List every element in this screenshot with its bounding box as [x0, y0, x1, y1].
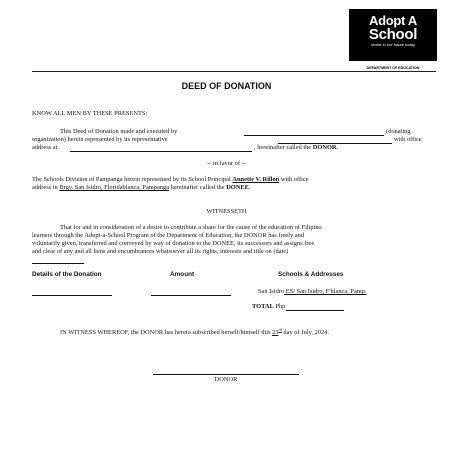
- p1-text-c: organization) herein represented by its representative: [32, 136, 168, 143]
- in-favor-of: -- in favor of --: [207, 160, 246, 167]
- school-address: Brgy. San Isidro, Floridablanca, Pampanga: [59, 184, 170, 191]
- p1-text-d: with office: [394, 136, 422, 143]
- logo-department: DEPARTMENT OF EDUCATION: [366, 66, 420, 70]
- office-address-blank[interactable]: [70, 151, 252, 152]
- p1-text-b: (donating: [386, 128, 411, 135]
- p1-text-f: , hereinafter called the DONOR.: [254, 144, 339, 151]
- donor-signature-line[interactable]: [153, 374, 299, 375]
- total-line: TOTAL Php: [252, 303, 286, 310]
- header-schools: Schools & Addresses: [278, 271, 344, 278]
- details-blank[interactable]: [32, 295, 112, 296]
- document-title: DEED OF DONATION: [181, 81, 272, 91]
- amount-blank[interactable]: [151, 295, 231, 296]
- principal-name: Annette V. Rillon: [232, 176, 280, 183]
- p1-text-a: This Deed of Donation made and executed by: [60, 128, 178, 135]
- p1-text-e: address at: [32, 144, 58, 151]
- witnesseth-heading: WITNESSETH: [206, 208, 247, 215]
- logo-line-1: Adopt A: [369, 13, 417, 28]
- donor-signature-label: DONOR: [214, 376, 238, 383]
- p3-line-3: voluntarily given, transferred and conveyed by way of donation to the DONEE, its successors and assigns free: [32, 240, 315, 247]
- donating-org-blank[interactable]: [244, 135, 384, 136]
- adopt-a-school-logo: [349, 9, 437, 70]
- school-entry: San Isidro ES/ San Isidro, F'blanca, Pamp.: [258, 288, 367, 295]
- opening-line: KNOW ALL MEN BY THESE PRESENTS:: [32, 110, 148, 117]
- p3-line-4: and clear of any and all liens and encumbrances whatsoever all its rights, interests and title on (date): [32, 248, 289, 255]
- header-amount: Amount: [170, 271, 195, 278]
- witness-clause: IN WITNESS WHEREOF, the DONOR has hereto subscribed herself/himself this 23rd day of July, 2024.: [60, 327, 329, 337]
- header-details: Details of the Donation: [32, 271, 102, 278]
- p3-line-1: That for and in consideration of a desire to contribute a share for the cause of the education of Filipino: [60, 224, 322, 231]
- logo-tagline: invest in our future today: [371, 42, 415, 47]
- p3-line-2: learners through the Adopt-a-School Program of the Department of Education, the DONOR has freely and: [32, 232, 305, 239]
- total-blank[interactable]: [286, 310, 344, 311]
- header-divider: [32, 71, 436, 72]
- p2-line-1: The Schools Division of Pampanga herein represented by its School Principal Annette V. Rillon with office: [32, 176, 309, 183]
- logo-line-2: School: [368, 26, 418, 43]
- date-blank[interactable]: [32, 263, 84, 264]
- p2-line-2: address in Brgy. San Isidro, Floridablanca, Pampanga hereinafter called the DONEE.: [32, 184, 251, 191]
